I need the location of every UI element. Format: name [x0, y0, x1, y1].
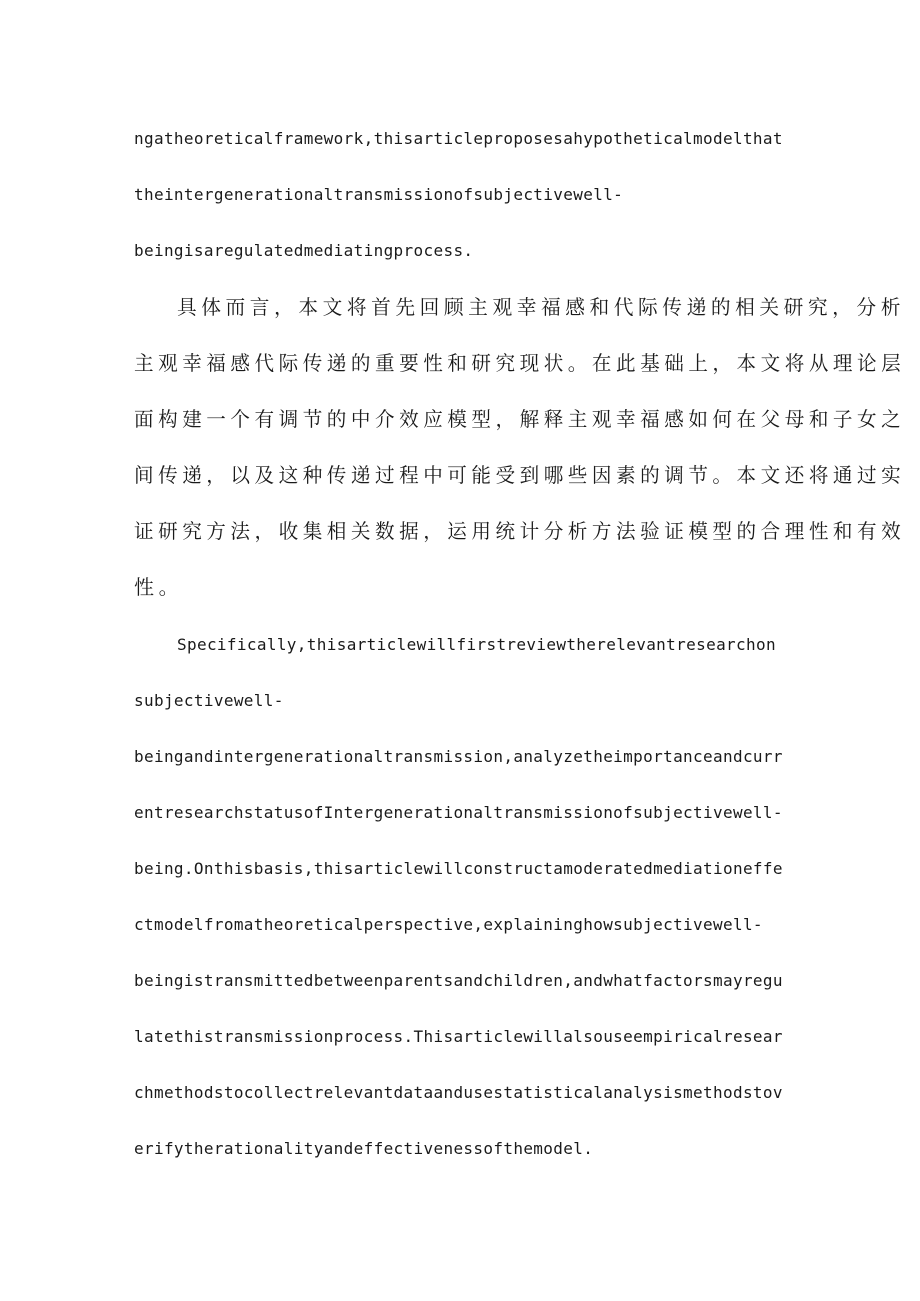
text-line: being.Onthisbasis,thisarticlewillconstructamoderatedmediationeffe	[134, 859, 783, 878]
text-line: Specifically,thisarticlewillfirstreviewtherelevantresearchon	[177, 635, 776, 654]
text-line: subjectivewell-	[134, 691, 284, 710]
text-line: 证研究方法，收集相关数据，运用统计分析方法验证模型的合理性和有效	[134, 519, 906, 543]
text-line: beingandintergenerationaltransmission,analyzetheimportanceandcurr	[134, 747, 783, 766]
text-line: chmethodstocollectrelevantdataandusestatisticalanalysismethodstov	[134, 1083, 783, 1102]
text-line: 主观幸福感代际传递的重要性和研究现状。在此基础上，本文将从理论层	[134, 351, 906, 375]
text-line: beingistransmittedbetweenparentsandchildren,andwhatfactorsmayregu	[134, 971, 783, 990]
text-line: 具体而言，本文将首先回顾主观幸福感和代际传递的相关研究，分析	[177, 295, 905, 319]
text-line: erifytherationalityandeffectivenessofthemodel.	[134, 1139, 594, 1158]
text-line: beingisaregulatedmediatingprocess.	[134, 241, 474, 260]
text-line: entresearchstatusofIntergenerationaltransmissionofsubjectivewell-	[134, 803, 783, 822]
text-line: ctmodelfromatheoreticalperspective,explaininghowsubjectivewell-	[134, 915, 763, 934]
text-line: 性。	[134, 575, 184, 599]
text-line: ngatheoreticalframework,thisarticleproposesahypotheticalmodelthat	[134, 129, 783, 148]
text-line: theintergenerationaltransmissionofsubjectivewell-	[134, 185, 624, 204]
text-line: 面构建一个有调节的中介效应模型，解释主观幸福感如何在父母和子女之	[134, 407, 906, 431]
text-line: 间传递，以及这种传递过程中可能受到哪些因素的调节。本文还将通过实	[134, 463, 906, 487]
text-line: latethistransmissionprocess.Thisarticlewillalsouseempiricalresear	[134, 1027, 783, 1046]
